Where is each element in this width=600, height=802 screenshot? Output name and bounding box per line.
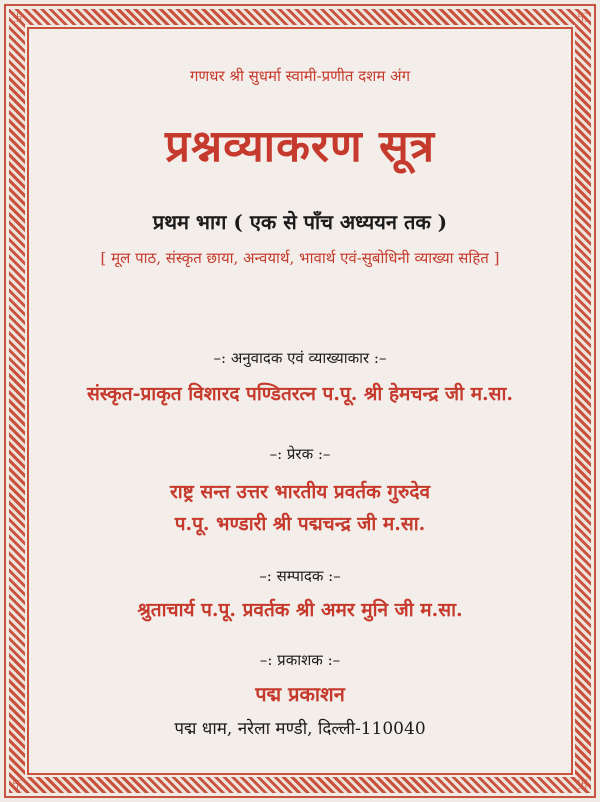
publisher-name: पद्म प्रकाशन	[255, 682, 345, 706]
corner-swastika-icon: 卐	[12, 778, 23, 791]
corner-swastika-icon: 卐	[577, 778, 588, 791]
publisher-role: –: प्रकाशक :–	[259, 651, 341, 669]
title-page	[30, 30, 570, 772]
scripture-subtitle: गणधर श्री सुधर्मा स्वामी-प्रणीत दशम अंग	[189, 67, 411, 85]
book-title: प्रश्नव्याकरण सूत्र	[164, 121, 436, 172]
inspirer-line-2: प.पू. भण्डारी श्री पद्मचन्द्र जी म.सा.	[174, 513, 426, 535]
corner-swastika-icon: 卐	[577, 11, 588, 24]
publisher-address: पद्म धाम, नरेला मण्डी, दिल्ली-110040	[174, 719, 426, 739]
corner-swastika-icon: 卐	[12, 11, 23, 24]
editor-name: श्रुताचार्य प.पू. प्रवर्तक श्री अमर मुनि जी म.सा.	[137, 599, 463, 621]
editor-role: –: सम्पादक :–	[259, 567, 341, 585]
translator-name: संस्कृत-प्राकृत विशारद पण्डितरत्न प.पू. श्री हेमचन्द्र जी म.सा.	[86, 383, 514, 405]
inspirer-role: –: प्रेरक :–	[269, 445, 331, 463]
volume-info: प्रथम भाग ( एक से पाँच अध्ययन तक )	[152, 210, 448, 234]
translator-role: –: अनुवादक एवं व्याख्याकार :–	[213, 349, 387, 367]
inspirer-line-1: राष्ट्र सन्त उत्तर भारतीय प्रवर्तक गुरुदेव	[169, 481, 431, 503]
contents-description: [ मूल पाठ, संस्कृत छाया, अन्वयार्थ, भावार्थ एवं-सुबोधिनी व्याख्या सहित ]	[100, 249, 500, 267]
